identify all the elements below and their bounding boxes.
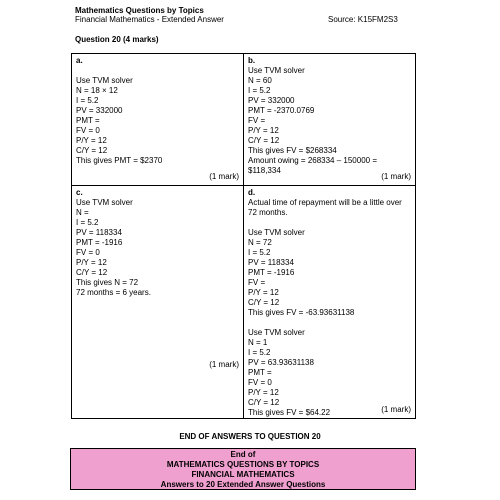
answer-line: PMT = <box>248 368 272 377</box>
end-banner-line: FINANCIAL MATHEMATICS <box>191 470 295 479</box>
answer-line: I = 5.2 <box>76 96 99 105</box>
answer-line: Use TVM solver <box>248 66 305 75</box>
answer-line: N = 18 × 12 <box>76 86 118 95</box>
answer-line: I = 5.2 <box>76 218 99 227</box>
answer-line: C/Y = 12 <box>76 268 108 277</box>
answer-grid <box>71 53 416 419</box>
answer-line: N = 1 <box>248 338 268 347</box>
answer-line: FV = <box>248 278 266 287</box>
end-banner-line: End of <box>230 450 256 459</box>
answer-line: P/Y = 12 <box>248 126 279 135</box>
answer-cell-c <box>72 186 243 418</box>
part-label: d. <box>248 188 256 197</box>
answer-line: PV = 118334 <box>248 258 294 267</box>
part-label: c. <box>76 188 83 197</box>
answer-line: N = 72 <box>248 238 272 247</box>
answer-line: PMT = -2370.0769 <box>248 106 315 115</box>
answer-cell-b <box>244 54 415 185</box>
answer-line: FV = 0 <box>248 378 272 387</box>
answer-d-lines <box>248 188 412 418</box>
answer-line: P/Y = 12 <box>76 258 107 267</box>
part-label: b. <box>248 56 256 65</box>
answer-line: FV = <box>248 116 266 125</box>
header-source: Source: K15FM2S3 <box>328 15 398 24</box>
answer-line: P/Y = 12 <box>248 388 279 397</box>
answer-line: P/Y = 12 <box>248 288 279 297</box>
answer-cell-a <box>72 54 243 185</box>
end-banner-line: MATHEMATICS QUESTIONS BY TOPICS <box>166 460 320 469</box>
answer-line: C/Y = 12 <box>248 298 280 307</box>
answer-line: PV = 118334 <box>76 228 122 237</box>
end-banner <box>70 448 416 490</box>
answer-line: PMT = -1916 <box>248 268 295 277</box>
answer-line: PV = 332000 <box>248 96 295 105</box>
answer-line: Use TVM solver <box>248 328 305 337</box>
answer-c-lines <box>76 188 240 298</box>
answer-line <box>76 66 240 76</box>
answer-line: I = 5.2 <box>248 86 271 95</box>
answer-line: Amount owing = 268334 – 150000 = <box>248 156 377 165</box>
end-of-answers-text: END OF ANSWERS TO QUESTION 20 <box>179 432 321 441</box>
answer-line: 72 months. <box>248 208 288 217</box>
answer-d-mark: (1 mark) <box>381 405 411 414</box>
question-title: Question 20 (4 marks) <box>75 35 159 44</box>
answer-line: C/Y = 12 <box>76 146 108 155</box>
answer-line: FV = 0 <box>76 248 100 257</box>
answer-line: This gives N = 72 <box>76 278 139 287</box>
answer-line: N = <box>76 208 89 217</box>
answer-line: Use TVM solver <box>248 228 305 237</box>
header-subtitle: Financial Mathematics - Extended Answer <box>75 15 224 24</box>
answer-line: I = 5.2 <box>248 348 271 357</box>
answer-line: This gives FV = $64.22 <box>248 408 331 417</box>
answer-line: Use TVM solver <box>76 198 133 207</box>
answer-line: $118,334 <box>248 166 281 175</box>
answer-line: This gives PMT = $2370 <box>76 156 163 165</box>
answer-line: This gives FV = $268334 <box>248 146 337 155</box>
answer-line: This gives FV = -63.93631138 <box>248 308 355 317</box>
answer-line: P/Y = 12 <box>76 136 107 145</box>
answer-c-mark: (1 mark) <box>209 360 239 369</box>
answer-b-lines <box>248 56 412 176</box>
answer-line: I = 5.2 <box>248 248 271 257</box>
answer-line: N = 60 <box>248 76 272 85</box>
answer-line: C/Y = 12 <box>248 398 280 407</box>
answer-line: Actual time of repayment will be a little over <box>248 198 402 207</box>
answer-cell-d <box>244 186 415 418</box>
answer-line: PV = 63.93631138 <box>248 358 314 367</box>
answer-b-mark: (1 mark) <box>381 172 411 181</box>
answer-line: PMT = -1916 <box>76 238 123 247</box>
answer-a-lines <box>76 56 240 166</box>
answer-line <box>248 318 412 328</box>
answer-line: C/Y = 12 <box>248 136 280 145</box>
answer-line: 72 months = 6 years. <box>76 288 151 297</box>
answer-line: PV = 332000 <box>76 106 123 115</box>
part-label: a. <box>76 56 83 65</box>
answer-line: Use TVM solver <box>76 76 133 85</box>
header-title: Mathematics Questions by Topics <box>75 6 204 15</box>
answer-a-mark: (1 mark) <box>209 172 239 181</box>
end-banner-line: Answers to 20 Extended Answer Questions <box>160 480 326 489</box>
answer-line <box>248 218 412 228</box>
answer-line: PMT = <box>76 116 100 125</box>
answer-line: FV = 0 <box>76 126 100 135</box>
